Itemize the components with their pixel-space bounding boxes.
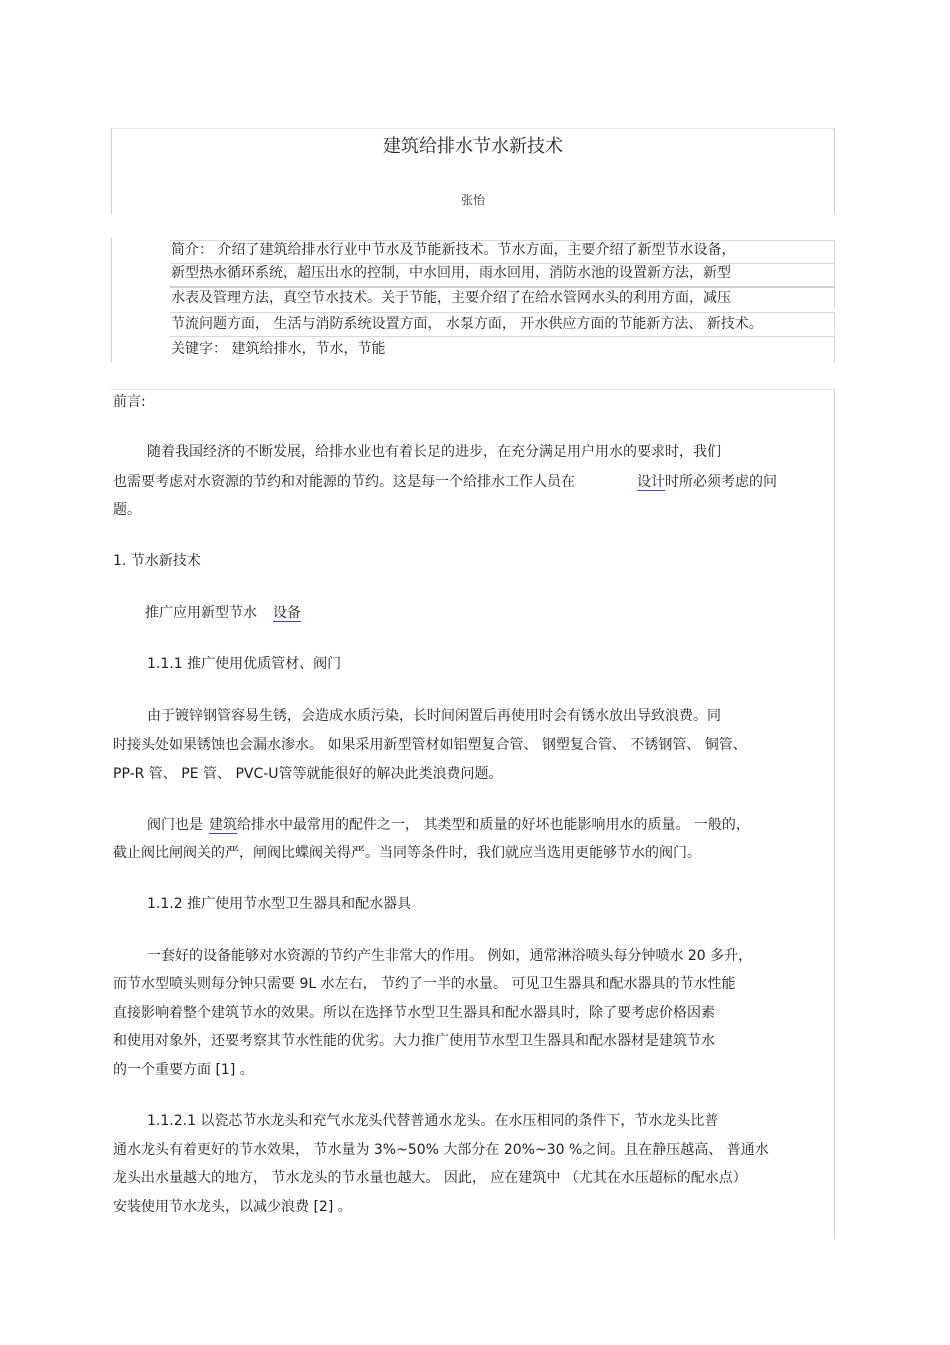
equipment-link[interactable]: 设备 [273,605,301,621]
section-1-heading: 1. 节水新技术 [113,553,201,569]
paragraph-5-line-4: 安装使用节水龙头，以减少浪费 [2] 。 [113,1199,352,1215]
design-link[interactable]: 设计 [637,474,665,490]
author-name: 张怡 [460,193,485,207]
paragraph-1-text-b: 时所必须考虑的问 [665,474,777,490]
section-1-1-2-heading: 1.1.2 推广使用节水型卫生器具和配水器具 [147,896,412,912]
paragraph-1-line-2 [113,472,777,492]
paragraph-4-line-3: 直接影响着整个建筑节水的效果。所以在选择节水型卫生器具和配水器具时，除了要考虑价格因素 [113,1005,715,1021]
paragraph-1-line-1: 随着我国经济的不断发展，给排水业也有着长足的进步，在充分满足用户用水的要求时，我们 [147,444,721,460]
abstract-block [111,238,835,362]
paragraph-2-line-3: PP-R 管、 PE 管、 PVC-U管等就能很好的解决此类浪费问题。 [113,766,503,782]
paragraph-3-line-2: 截止阀比闸阀关的严，闸阀比蝶阀关得严。当同等条件时，我们就应当选用更能够节水的阀门。 [113,845,701,861]
paragraph-2-line-1: 由于镀锌钢管容易生锈，会造成水质污染，长时间闲置后再使用时会有锈水放出导致浪费。同 [147,708,721,724]
paragraph-3-text-a: 阀门也是 [147,817,203,833]
abstract-line-4: 节流问题方面， 生活与消防系统设置方面， 水泵方面， 开水供应方面的节能新方法、 新技术。 [171,316,763,332]
promote-text: 推广应用新型节水 [145,605,257,621]
building-link[interactable]: 建筑 [209,817,237,833]
paragraph-4-line-2: 而节水型喷头则每分钟只需要 9L 水左右， 节约了一半的水量。 可见卫生器具和配水器具的节水性能 [113,976,736,992]
paragraph-2-line-2: 时接头处如果锈蚀也会漏水渗水。 如果采用新型管材如铝塑复合管、 钢塑复合管、 不锈钢管、 铜管、 [113,737,747,753]
foreword-heading: 前言: [113,394,146,410]
keywords-line: 关键字： 建筑给排水，节水，节能 [171,341,386,357]
body-block [111,389,835,1239]
page-title: 建筑给排水节水新技术 [383,136,563,157]
title-block [111,128,835,214]
paragraph-5-line-3: 龙头出水量越大的地方， 节水龙头的节水量也越大。 因此， 应在建筑中 （尤其在水压超标的配水点） [113,1170,747,1186]
abstract-line-2: 新型热水循环系统，超压出水的控制，中水回用，雨水回用，消防水池的设置新方法，新型 [171,265,731,281]
paragraph-1-text-a: 也需要考虑对水资源的节约和对能源的节约。这是每一个给排水工作人员在 [113,474,575,490]
paragraph-4-line-5: 的一个重要方面 [1] 。 [113,1062,254,1078]
paragraph-4-line-1: 一套好的设备能够对水资源的节约产生非常大的作用。 例如，通常淋浴喷头每分钟喷水 20 多升， [147,948,753,964]
abstract-line-1: 简介： 介绍了建筑给排水行业中节水及节能新技术。节水方面，主要介绍了新型节水设备， [171,242,736,258]
paragraph-4-line-4: 和使用对象外，还要考察其节水性能的优劣。大力推广使用节水型卫生器具和配水器材是建筑节水 [113,1033,715,1049]
section-1-1-1-heading: 1.1.1 推广使用优质管材、阀门 [147,656,342,672]
paragraph-5-line-1: 1.1.2.1 以瓷芯节水龙头和充气水龙头代替普通水龙头。在水压相同的条件下，节水龙头比普 [147,1113,719,1129]
promote-line [145,603,301,623]
paragraph-3-line-1 [147,815,750,835]
paragraph-5-line-2: 通水龙头有着更好的节水效果， 节水量为 3%~50% 大部分在 20%~30 %之间。且在静压越高、 普通水 [113,1142,769,1158]
abstract-line-3: 水表及管理方法，真空节水技术。关于节能，主要介绍了在给水管网水头的利用方面，减压 [171,290,731,306]
paragraph-1-line-3: 题。 [113,502,141,518]
paragraph-3-text-b: 给排水中最常用的配件之一， 其类型和质量的好坏也能影响用水的质量。 一般的， [237,817,750,833]
